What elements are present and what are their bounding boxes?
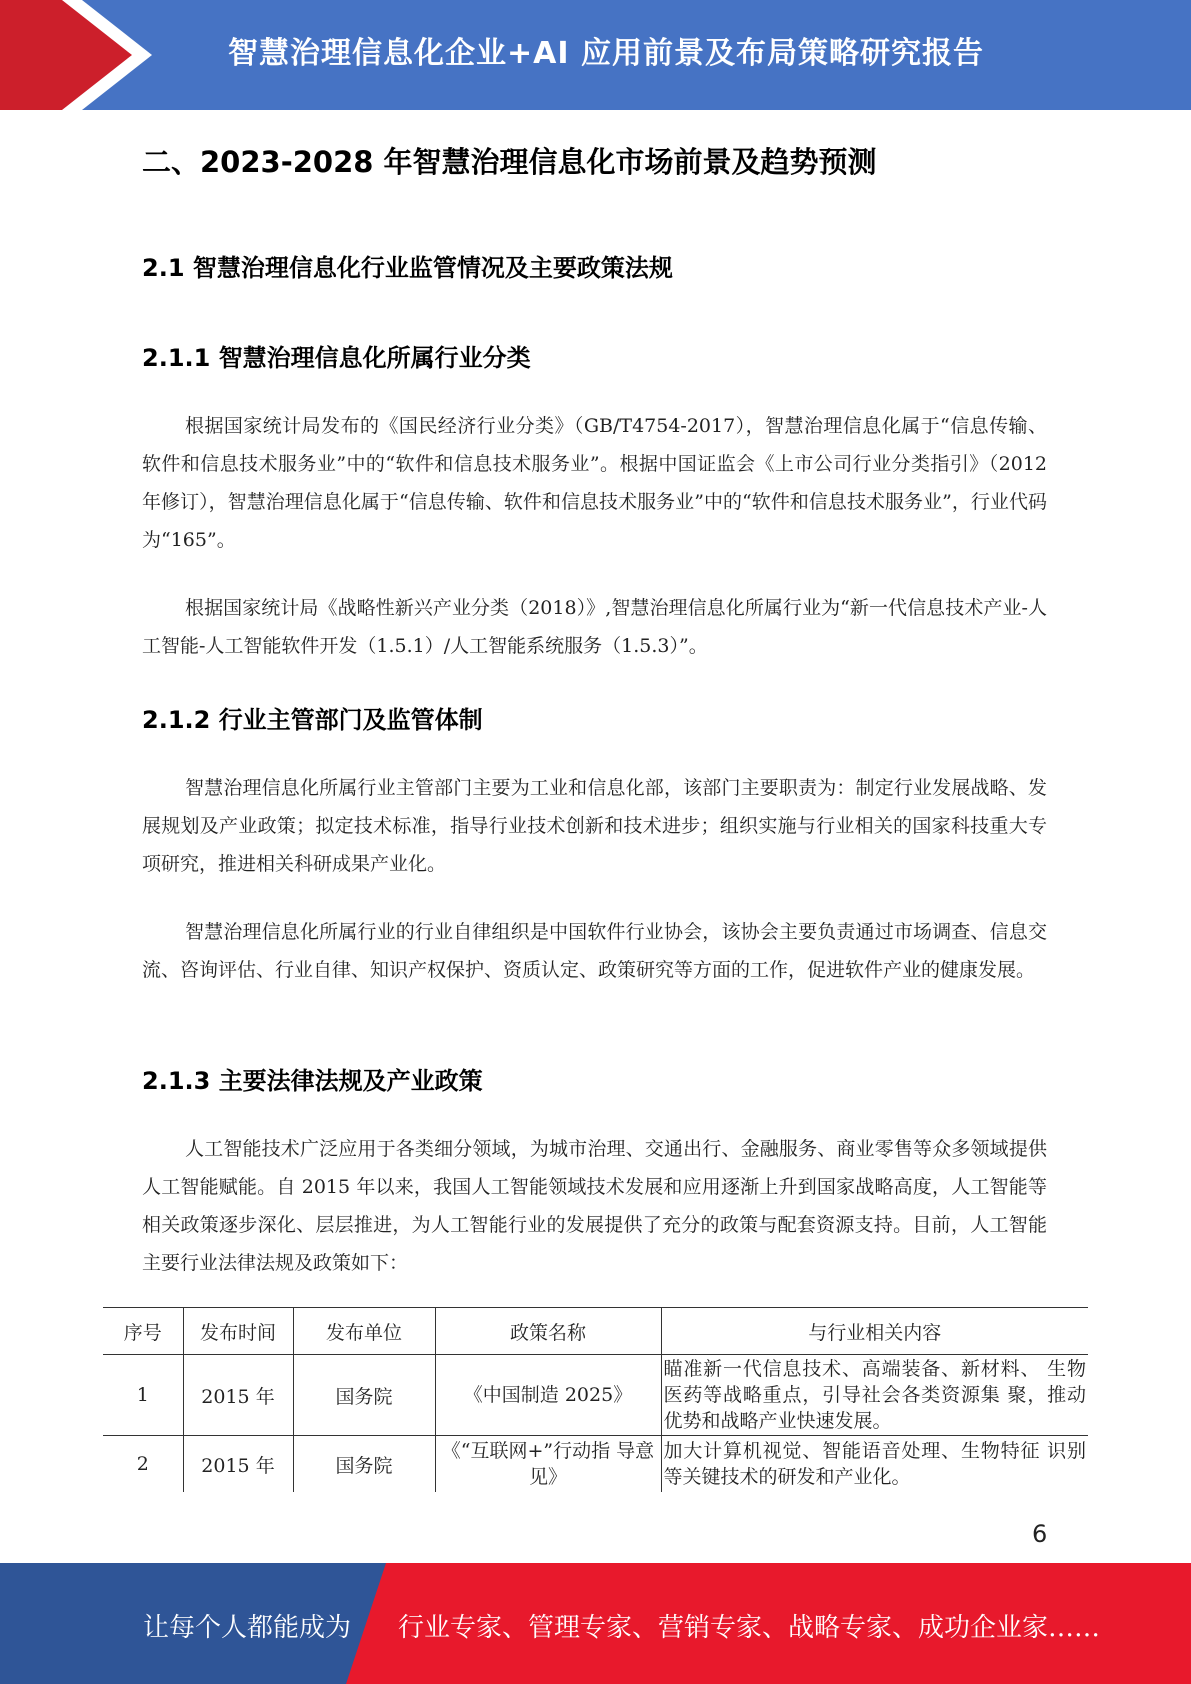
page-header-banner bbox=[0, 0, 1191, 110]
cell-time: 2015 年 bbox=[183, 1436, 293, 1493]
col-header-no: 序号 bbox=[123, 1321, 162, 1344]
paragraph-regulator: 智慧治理信息化所属行业主管部门主要为工业和信息化部，该部门主要职责为：制定行业发展战略、发展规划及产业政策；拟定技术标准，指导行业技术创新和技术进步；组织实施与行业相关的国家科技重大专项研究，推进相关科研成果产业化。 bbox=[142, 777, 1047, 875]
cell-no: 2 bbox=[136, 1453, 149, 1475]
footer-slogan-left: 让每个人都能成为 bbox=[143, 1613, 352, 1643]
report-title: 智慧治理信息化企业+AI 应用前景及布局策略研究报告 bbox=[228, 36, 984, 71]
table-header-row bbox=[103, 1308, 1088, 1355]
subsection-title: 2.1 智慧治理信息化行业监管情况及主要政策法规 bbox=[142, 254, 673, 282]
table-row bbox=[103, 1436, 1088, 1493]
header-red-arrow-icon bbox=[0, 0, 160, 110]
footer-slogan-right: 行业专家、管理专家、营销专家、战略专家、成功企业家…… bbox=[398, 1613, 1101, 1643]
page-number: 6 bbox=[1032, 1520, 1048, 1548]
paragraph-policies: 人工智能技术广泛应用于各类细分领域，为城市治理、交通出行、金融服务、商业零售等众多领域提供人工智能赋能。自 2015 年以来，我国人工智能领域技术发展和应用逐渐上升到国家战略高度，人工智能等相关政策逐步深化、层层推进，为人工智能行业的发展提供了充分的政策与配套资源支持。目前，人工智能主要行业法律法规及政策如下： bbox=[142, 1138, 1047, 1274]
section-title: 二、2023-2028 年智慧治理信息化市场前景及趋势预测 bbox=[142, 145, 877, 179]
heading-2-1-3: 2.1.3 主要法律法规及产业政策 bbox=[142, 1067, 483, 1095]
col-header-policy-name: 政策名称 bbox=[435, 1308, 661, 1355]
cell-unit: 国务院 bbox=[293, 1436, 435, 1493]
policy-table bbox=[103, 1307, 1088, 1492]
col-header-time: 发布时间 bbox=[183, 1308, 293, 1355]
heading-2-1-2: 2.1.2 行业主管部门及监管体制 bbox=[142, 706, 483, 734]
col-header-unit: 发布单位 bbox=[293, 1308, 435, 1355]
table-row bbox=[103, 1355, 1088, 1436]
cell-unit: 国务院 bbox=[293, 1355, 435, 1436]
cell-no: 1 bbox=[136, 1384, 149, 1406]
cell-policy-name: 《中国制造 2025》 bbox=[435, 1355, 661, 1436]
cell-policy-name: 《“互联网+”行动指 导意见》 bbox=[435, 1436, 661, 1493]
cell-content: 加大计算机视觉、智能语音处理、生物特征 识别等关键技术的研发和产业化。 bbox=[661, 1436, 1088, 1493]
col-header-content: 与行业相关内容 bbox=[661, 1308, 1088, 1355]
paragraph-self-regulation: 智慧治理信息化所属行业的行业自律组织是中国软件行业协会，该协会主要负责通过市场调查、信息交流、咨询评估、行业自律、知识产权保护、资质认定、政策研究等方面的工作，促进软件产业的健康发展。 bbox=[142, 921, 1047, 981]
paragraph-strategic-industry: 根据国家统计局《战略性新兴产业分类（2018）》,智慧治理信息化所属行业为“新一代信息技术产业-人工智能-人工智能软件开发（1.5.1）/人工智能系统服务（1.5.3）”。 bbox=[142, 597, 1047, 657]
paragraph-industry-classification: 根据国家统计局发布的《国民经济行业分类》（GB/T4754-2017），智慧治理信息化属于“信息传输、软件和信息技术服务业”中的“软件和信息技术服务业”。根据中国证监会《上市公司行业分类指引》（2012 年修订），智慧治理信息化属于“信息传输、软件和信息技术服务业”中的“软件和信息技术服务业”，行业代码为“165”。 bbox=[142, 415, 1047, 551]
page-footer-banner bbox=[0, 1563, 1191, 1684]
cell-time: 2015 年 bbox=[183, 1355, 293, 1436]
heading-2-1-1: 2.1.1 智慧治理信息化所属行业分类 bbox=[142, 344, 531, 372]
cell-content: 瞄准新一代信息技术、高端装备、新材料、 生物医药等战略重点，引导社会各类资源集 聚，推动优势和战略产业快速发展。 bbox=[661, 1355, 1088, 1436]
